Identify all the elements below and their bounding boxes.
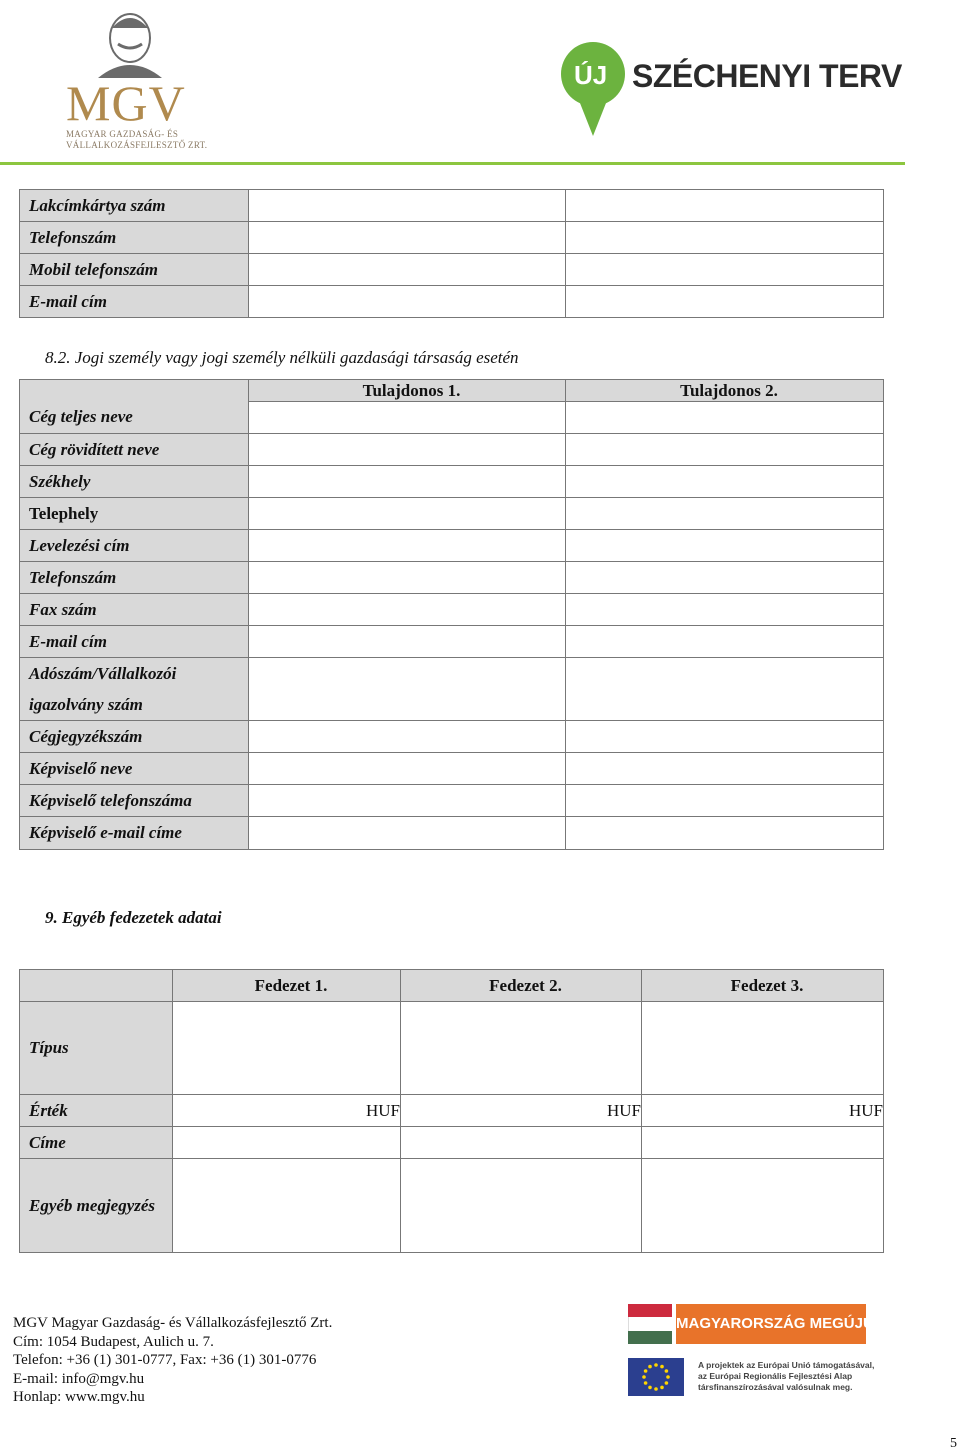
input-cell[interactable]	[566, 498, 884, 530]
currency-label: HUF	[365, 1100, 400, 1120]
footer-line: Telefon: +36 (1) 301-0777, Fax: +36 (1) 301-0776	[13, 1352, 317, 1368]
mgv-logo-subtitle: VÁLLALKOZÁSFEJLESZTŐ ZRT.	[66, 140, 208, 150]
input-cell[interactable]	[249, 222, 566, 254]
currency-label: HUF	[606, 1100, 641, 1120]
table-row	[20, 498, 884, 530]
input-cell[interactable]	[566, 753, 884, 785]
footer-line: E-mail: info@mgv.hu	[13, 1370, 145, 1387]
row-label: Képviselő neve	[20, 753, 249, 785]
row-label: Cég rövidített neve	[20, 434, 249, 466]
row-label: Székhely	[20, 466, 249, 498]
row-label: Képviselő telefonszáma	[20, 785, 249, 817]
row-label	[20, 658, 249, 721]
section-8-2-heading: 8.2. Jogi személy vagy jogi személy nélküli gazdasági társaság esetén	[45, 348, 519, 367]
portrait-icon	[60, 8, 200, 78]
footer-contact	[13, 1314, 332, 1407]
footer-line: Cím: 1054 Budapest, Aulich u. 7.	[13, 1333, 214, 1350]
szechenyi-pin-text: ÚJ	[574, 60, 608, 90]
input-cell[interactable]	[249, 562, 566, 594]
row-label: Telephely	[20, 498, 249, 530]
value-cell[interactable]	[642, 1095, 884, 1127]
column-header: Fedezet 3.	[642, 970, 884, 1002]
input-cell[interactable]	[566, 402, 884, 434]
eu-flag-icon	[628, 1358, 684, 1396]
row-label: Fax szám	[20, 594, 249, 626]
input-cell[interactable]	[566, 785, 884, 817]
input-cell[interactable]	[173, 1127, 401, 1159]
table-row	[20, 1095, 884, 1127]
eu-funding-text	[698, 1360, 874, 1393]
row-label: Levelezési cím	[20, 530, 249, 562]
table-row	[20, 286, 884, 318]
input-cell[interactable]	[566, 222, 884, 254]
input-cell[interactable]	[249, 402, 566, 434]
row-label: Lakcímkártya szám	[20, 190, 249, 222]
eu-text-line: az Európai Regionális Fejlesztési Alap	[698, 1371, 853, 1381]
input-cell[interactable]	[401, 1002, 642, 1095]
input-cell[interactable]	[249, 785, 566, 817]
row-label: Érték	[20, 1095, 173, 1127]
collateral-table	[19, 969, 884, 1253]
row-label: Képviselő e-mail címe	[20, 817, 249, 850]
table-row	[20, 817, 884, 850]
eu-text-line: társfinanszírozásával valósulnak meg.	[698, 1382, 853, 1392]
table-row	[20, 785, 884, 817]
section-9-heading: 9. Egyéb fedezetek adatai	[45, 908, 222, 927]
input-cell[interactable]	[401, 1159, 642, 1253]
input-cell[interactable]	[173, 1002, 401, 1095]
input-cell[interactable]	[249, 626, 566, 658]
input-cell[interactable]	[249, 530, 566, 562]
input-cell[interactable]	[249, 594, 566, 626]
table-row	[20, 434, 884, 466]
input-cell[interactable]	[249, 498, 566, 530]
eu-funding-banner	[628, 1302, 888, 1402]
row-label: E-mail cím	[20, 626, 249, 658]
row-label: Címe	[20, 1127, 173, 1159]
input-cell[interactable]	[401, 1127, 642, 1159]
row-label-line: igazolvány szám	[29, 695, 143, 714]
table-row	[20, 1002, 884, 1095]
table-row	[20, 562, 884, 594]
mgv-logo-letters: MGV	[66, 75, 186, 131]
company-table	[19, 379, 884, 850]
mgv-logo-subtitle: MAGYAR GAZDASÁG- ÉS	[66, 129, 179, 139]
column-header: Fedezet 2.	[401, 970, 642, 1002]
input-cell[interactable]	[566, 817, 884, 850]
row-label: Telefonszám	[20, 562, 249, 594]
footer-line: Honlap: www.mgv.hu	[13, 1389, 145, 1405]
row-label: Mobil telefonszám	[20, 254, 249, 286]
row-label: Cégjegyzékszám	[20, 721, 249, 753]
input-cell[interactable]	[249, 434, 566, 466]
hungarian-flag-icon	[628, 1304, 672, 1344]
input-cell[interactable]	[249, 721, 566, 753]
table-row	[20, 658, 884, 721]
input-cell[interactable]	[566, 594, 884, 626]
input-cell[interactable]	[566, 190, 884, 222]
table-row	[20, 254, 884, 286]
table-row	[20, 466, 884, 498]
input-cell[interactable]	[249, 190, 566, 222]
input-cell[interactable]	[566, 658, 884, 721]
contact-table	[19, 189, 884, 318]
input-cell[interactable]	[566, 254, 884, 286]
input-cell[interactable]	[566, 721, 884, 753]
input-cell[interactable]	[249, 658, 566, 721]
column-header: Tulajdonos 1.	[249, 380, 566, 402]
mgv-logo	[60, 8, 208, 150]
header-corner-cell	[20, 970, 173, 1002]
table-row	[20, 530, 884, 562]
table-row	[20, 1127, 884, 1159]
input-cell[interactable]	[566, 434, 884, 466]
input-cell[interactable]	[642, 1159, 884, 1253]
input-cell[interactable]	[642, 1127, 884, 1159]
input-cell[interactable]	[566, 286, 884, 318]
szechenyi-terv-logo	[560, 40, 902, 140]
column-header: Fedezet 1.	[173, 970, 401, 1002]
input-cell[interactable]	[249, 753, 566, 785]
input-cell[interactable]	[642, 1002, 884, 1095]
header-divider	[0, 162, 905, 165]
input-cell[interactable]	[249, 466, 566, 498]
table-row	[20, 626, 884, 658]
input-cell[interactable]	[173, 1159, 401, 1253]
row-label-line: Adószám/Vállalkozói	[29, 664, 177, 683]
input-cell[interactable]	[249, 817, 566, 850]
eu-text-line: A projektek az Európai Unió támogatásával,	[698, 1360, 875, 1370]
value-cell[interactable]	[173, 1095, 401, 1127]
input-cell[interactable]	[249, 254, 566, 286]
row-label: E-mail cím	[20, 286, 249, 318]
table-row	[20, 753, 884, 785]
szechenyi-logo-text: SZÉCHENYI TERV	[632, 58, 902, 94]
page-number: 5	[950, 1436, 957, 1451]
table-row	[20, 1159, 884, 1253]
row-label: Típus	[20, 1002, 173, 1095]
currency-label: HUF	[848, 1100, 883, 1120]
row-label: Egyéb megjegyzés	[20, 1159, 173, 1253]
table-row	[20, 222, 884, 254]
value-cell[interactable]	[401, 1095, 642, 1127]
column-header: Tulajdonos 2.	[566, 380, 884, 402]
table-row	[20, 721, 884, 753]
row-label: Telefonszám	[20, 222, 249, 254]
magyarorszag-megujul-banner: MAGYARORSZÁG MEGÚJUL	[676, 1304, 866, 1344]
table-row	[20, 594, 884, 626]
table-row	[20, 190, 884, 222]
row-label: Cég teljes neve	[20, 380, 249, 434]
input-cell[interactable]	[566, 530, 884, 562]
input-cell[interactable]	[566, 466, 884, 498]
input-cell[interactable]	[566, 562, 884, 594]
table-header-row	[20, 970, 884, 1002]
footer-line: MGV Magyar Gazdaság- és Vállalkozásfejlesztő Zrt.	[13, 1315, 333, 1331]
input-cell[interactable]	[249, 286, 566, 318]
table-header-row	[20, 380, 884, 402]
input-cell[interactable]	[566, 626, 884, 658]
